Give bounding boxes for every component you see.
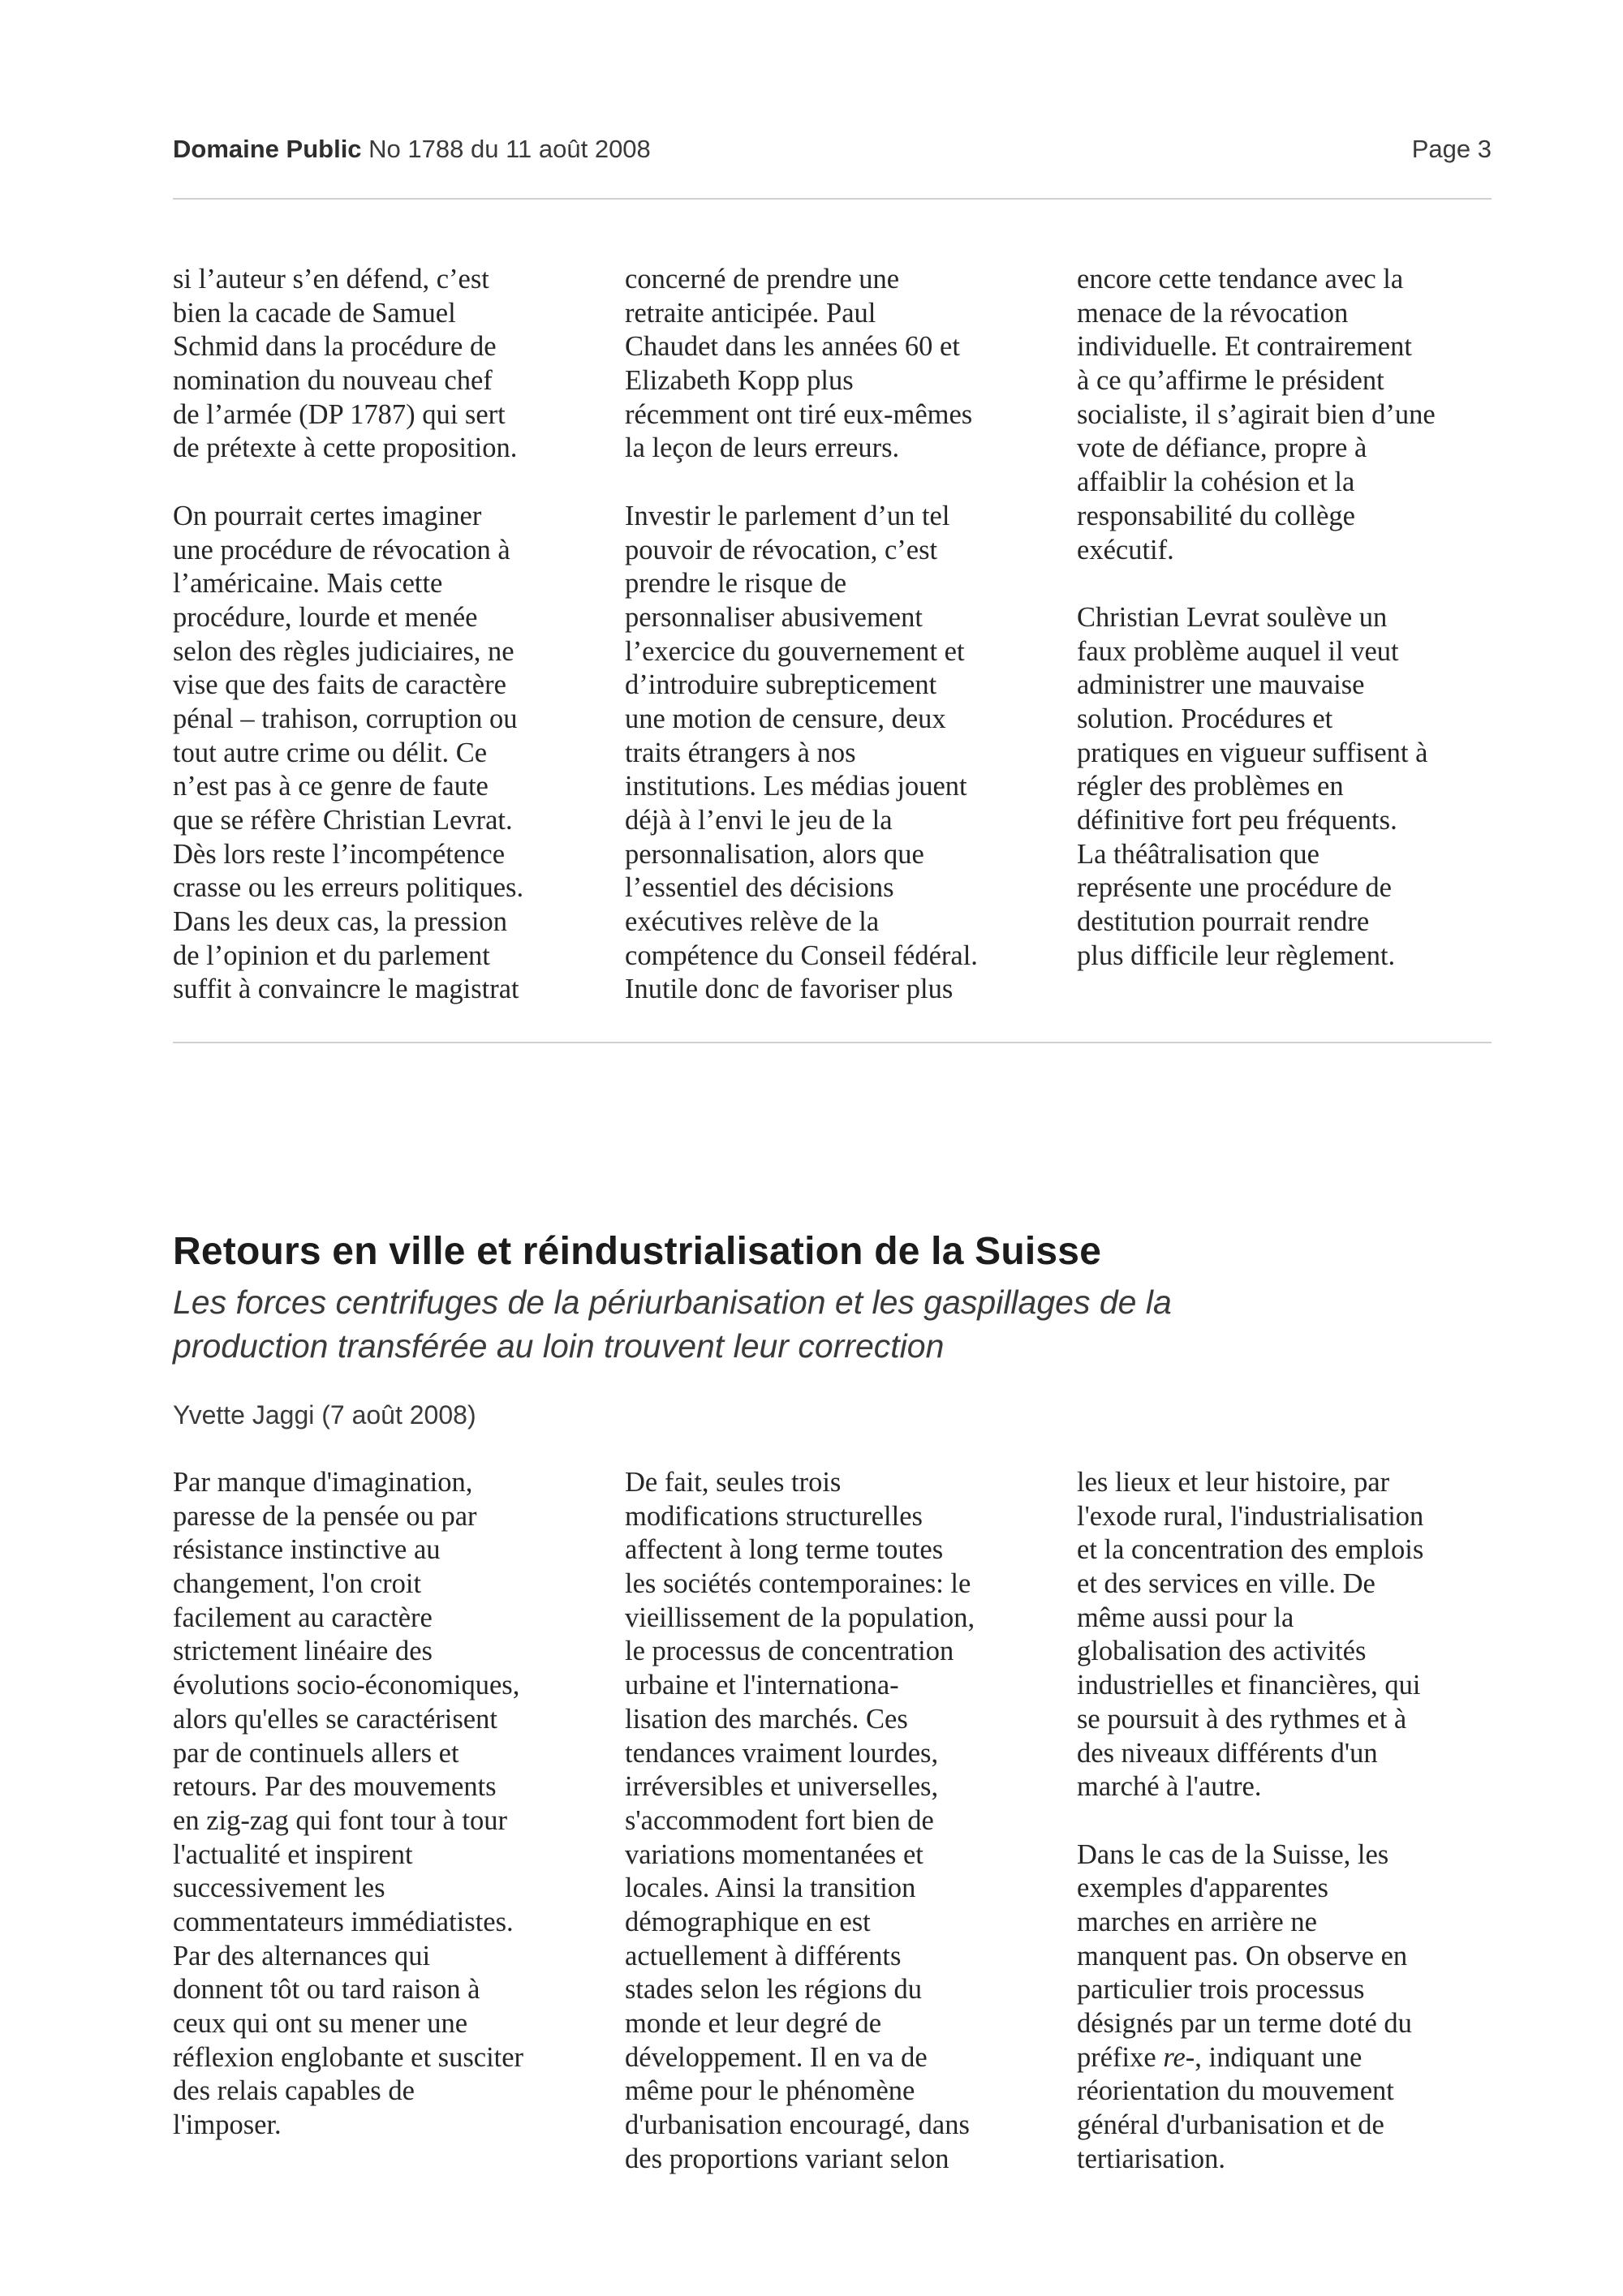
text-line: définitive fort peu fréquents. (1077, 805, 1397, 836)
text-line: général d'urbanisation et de (1077, 2109, 1384, 2141)
text-line: encore cette tendance avec la (1077, 264, 1404, 295)
text-line: traits étrangers à nos (625, 737, 856, 768)
text-line: Investir le parlement d’un tel (625, 500, 950, 531)
text-line: de l’opinion et du parlement (173, 939, 490, 971)
continued-article-body (173, 263, 1492, 1007)
subtitle-line: Les forces centrifuges de la périurbanisation et les gaspillages de la (173, 1283, 1172, 1321)
text-line: Schmid dans la procédure de (173, 331, 497, 363)
text-line: nomination du nouveau chef (173, 365, 493, 397)
text-line: représente une procédure de (1077, 872, 1392, 904)
text-line: même pour le phénomène (625, 2075, 915, 2107)
text-column (173, 1466, 599, 2176)
text-line: de prétexte à cette proposition. (173, 432, 518, 464)
text-line: irréversibles et universelles, (625, 1771, 939, 1803)
article-title: Retours en ville et réindustrialisation de la Suisse (173, 1230, 1102, 1273)
text-line: paresse de la pensée ou par (173, 1500, 477, 1532)
text-line: la leçon de leurs erreurs. (625, 432, 900, 464)
text-line: Par manque d'imagination, (173, 1467, 473, 1498)
text-line: tout autre crime ou délit. Ce (173, 737, 488, 768)
text-line: socialiste, il s’agirait bien d’une (1077, 398, 1436, 430)
text-line: par de continuels allers et (173, 1737, 459, 1769)
text-line: plus difficile leur règlement. (1077, 939, 1396, 971)
text-line: administrer une mauvaise (1077, 669, 1365, 701)
text-line: manquent pas. On observe en (1077, 1940, 1408, 1971)
text-line: réorientation du mouvement (1077, 2075, 1394, 2107)
text-line: exemples d'apparentes (1077, 1872, 1328, 1904)
text-line: une procédure de révocation à (173, 534, 510, 565)
text-line: facilement au caractère (173, 1602, 433, 1633)
text-line: se poursuit à des rythmes et à (1077, 1703, 1407, 1735)
page-number: Page 3 (1411, 135, 1492, 163)
paragraph-gap (1077, 567, 1503, 601)
article-body (173, 1466, 1492, 2176)
text-line: pouvoir de révocation, c’est (625, 534, 938, 565)
article-subtitle (173, 1280, 1172, 1368)
text-line: l'exode rural, l'industrialisation (1077, 1500, 1424, 1532)
text-line: l’exercice du gouvernement et (625, 635, 965, 667)
text-line: exécutives relève de la (625, 906, 880, 938)
text-line: les sociétés contemporaines: le (625, 1568, 971, 1600)
text-line: démographique en est (625, 1906, 871, 1937)
text-line: pénal – trahison, corruption ou (173, 703, 518, 734)
text-line: Dans les deux cas, la pression (173, 906, 507, 938)
article-author: Yvette Jaggi (7 août 2008) (173, 1400, 476, 1430)
text-line: monde et leur degré de (625, 2008, 882, 2039)
text-line: urbaine et l'internationa- (625, 1670, 899, 1701)
text-line: Dès lors reste l’incompétence (173, 838, 506, 870)
paragraph-gap (1077, 1804, 1503, 1838)
text-line: Elizabeth Kopp plus (625, 365, 854, 397)
text-line: changement, l'on croit (173, 1568, 422, 1600)
text-line: successivement les (173, 1872, 385, 1904)
text-line: modifications structurelles (625, 1500, 923, 1532)
text-line: à ce qu’affirme le président (1077, 365, 1384, 397)
text-line: responsabilité du collège (1077, 500, 1355, 531)
text-line: On pourrait certes imaginer (173, 500, 482, 531)
text-line: évolutions socio-économiques, (173, 1670, 520, 1701)
text-line: donnent tôt ou tard raison à (173, 1974, 480, 2006)
text-line: tertiarisation. (1077, 2143, 1225, 2174)
text-line: des niveaux différents d'un (1077, 1737, 1378, 1769)
text-line: personnaliser abusivement (625, 601, 923, 633)
text-line: récemment ont tiré eux-mêmes (625, 398, 973, 430)
text-line: marches en arrière ne (1077, 1906, 1317, 1937)
text-line: résistance instinctive au (173, 1534, 441, 1566)
text-line: Par des alternances qui (173, 1940, 431, 1971)
text-line: menace de la révocation (1077, 297, 1349, 329)
text-line: strictement linéaire des (173, 1636, 433, 1667)
text-line: solution. Procédures et (1077, 703, 1333, 734)
issue-info: No 1788 du 11 août 2008 (368, 135, 651, 163)
text-line: prendre le risque de (625, 568, 847, 600)
text-line: d’introduire subrepticement (625, 669, 937, 701)
text-line: compétence du Conseil fédéral. (625, 939, 978, 971)
text-line: De fait, seules trois (625, 1467, 842, 1498)
text-line: selon des règles judiciaires, ne (173, 635, 514, 667)
text-line: pratiques en vigueur suffisent à (1077, 737, 1428, 768)
text-line: vote de défiance, propre à (1077, 432, 1367, 464)
text-line: industrielles et financières, qui (1077, 1670, 1421, 1701)
publication-name: Domaine Public (173, 135, 362, 163)
text-line: l’essentiel des décisions (625, 872, 894, 904)
text-line: vise que des faits de caractère (173, 669, 506, 701)
text-line: commentateurs immédiatistes. (173, 1906, 514, 1937)
text-line: d'urbanisation encouragé, dans (625, 2109, 970, 2141)
text-line: procédure, lourde et menée (173, 601, 478, 633)
text-line: exécutif. (1077, 534, 1174, 565)
text-line: l’américaine. Mais cette (173, 568, 443, 600)
header-divider (173, 198, 1492, 200)
text-line: particulier trois processus (1077, 1974, 1365, 2006)
text-line: désignés par un terme doté du (1077, 2008, 1412, 2039)
text-column (625, 1466, 1051, 2176)
text-line: suffit à convaincre le magistrat (173, 974, 519, 1005)
text-line: l'actualité et inspirent (173, 1838, 413, 1870)
text-line: bien la cacade de Samuel (173, 297, 456, 329)
text-line: actuellement à différents (625, 1940, 902, 1971)
text-line: développement. Il en va de (625, 2041, 928, 2073)
text-line: même aussi pour la (1077, 1602, 1294, 1633)
article-divider (173, 1042, 1492, 1043)
publication-info (173, 135, 651, 164)
subtitle-line: production transférée au loin trouvent leur correction (173, 1327, 945, 1365)
text-line: institutions. Les médias jouent (625, 771, 967, 802)
text-line: et des services en ville. De (1077, 1568, 1375, 1600)
text-line: locales. Ainsi la transition (625, 1872, 916, 1904)
text-line: personnalisation, alors que (625, 838, 924, 870)
text-line: Inutile donc de favoriser plus (625, 974, 954, 1005)
text-line: des proportions variant selon (625, 2143, 949, 2174)
text-line: individuelle. Et contrairement (1077, 331, 1412, 363)
text-line: variations momentanées et (625, 1838, 923, 1870)
text-line: La théâtralisation que (1077, 838, 1319, 870)
text-line: les lieux et leur histoire, par (1077, 1467, 1390, 1498)
text-line: globalisation des activités (1077, 1636, 1367, 1667)
text-column (1077, 263, 1503, 1007)
text-column (625, 263, 1051, 1007)
text-line: et la concentration des emplois (1077, 1534, 1424, 1566)
text-line: crasse ou les erreurs politiques. (173, 872, 524, 904)
page-header (173, 135, 1492, 169)
text-line: faux problème auquel il veut (1077, 635, 1399, 667)
text-line: alors qu'elles se caractérisent (173, 1703, 497, 1735)
text-line: si l’auteur s’en défend, c’est (173, 264, 489, 295)
text-line: s'accommodent fort bien de (625, 1804, 934, 1836)
text-line: de l’armée (DP 1787) qui sert (173, 398, 506, 430)
text-line: concerné de prendre une (625, 264, 900, 295)
text-line: en zig-zag qui font tour à tour (173, 1804, 507, 1836)
text-line: vieillissement de la population, (625, 1602, 975, 1633)
text-line: le processus de concentration (625, 1636, 954, 1667)
text-line: retraite anticipée. Paul (625, 297, 876, 329)
text-line: marché à l'autre. (1077, 1771, 1262, 1803)
text-line: réflexion englobante et susciter (173, 2041, 524, 2073)
text-line: Dans le cas de la Suisse, les (1077, 1838, 1389, 1870)
text-line: lisation des marchés. Ces (625, 1703, 908, 1735)
text-line: régler des problèmes en (1077, 771, 1344, 802)
text-column (1077, 1466, 1503, 2176)
text-line: n’est pas à ce genre de faute (173, 771, 489, 802)
text-line: Christian Levrat soulève un (1077, 601, 1388, 633)
text-line: tendances vraiment lourdes, (625, 1737, 939, 1769)
text-line: stades selon les régions du (625, 1974, 923, 2006)
text-line: destitution pourrait rendre (1077, 906, 1370, 938)
text-column (173, 263, 599, 1007)
text-line: que se réfère Christian Levrat. (173, 805, 513, 836)
text-line: déjà à l’envi le jeu de la (625, 805, 893, 836)
text-line: affectent à long terme toutes (625, 1534, 944, 1566)
text-line: l'imposer. (173, 2109, 282, 2141)
text-line: préfixe re-, indiquant une (1077, 2041, 1363, 2073)
text-line: retours. Par des mouvements (173, 1771, 497, 1803)
paragraph-gap (625, 466, 1051, 500)
text-line: affaiblir la cohésion et la (1077, 467, 1355, 498)
text-line: une motion de censure, deux (625, 703, 946, 734)
text-line: des relais capables de (173, 2075, 415, 2107)
text-line: ceux qui ont su mener une (173, 2008, 468, 2039)
paragraph-gap (173, 466, 599, 500)
text-line: Chaudet dans les années 60 et (625, 331, 960, 363)
